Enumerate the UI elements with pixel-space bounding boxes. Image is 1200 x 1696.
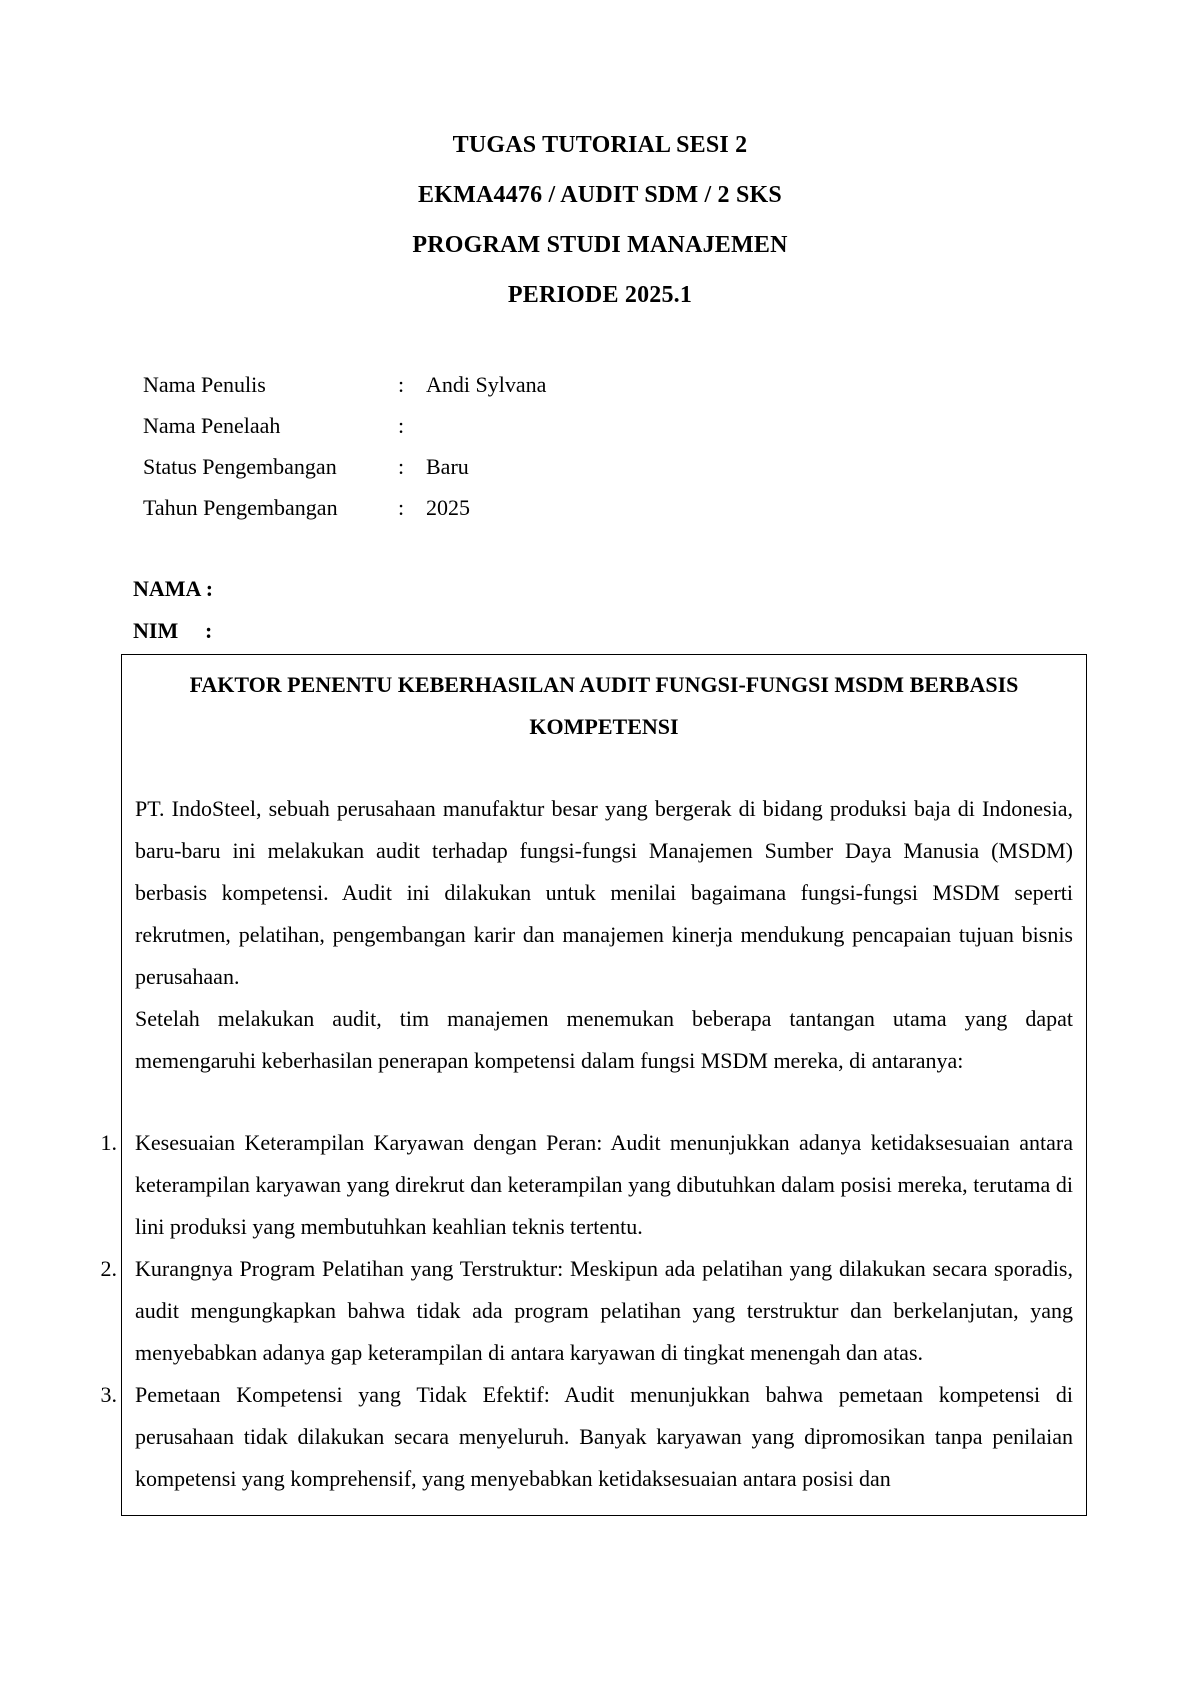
paragraph-spacer — [135, 1082, 1073, 1122]
list-item-text: Pemetaan Kompetensi yang Tidak Efektif: Audit menunjukkan bahwa pemetaan kompetensi di perusahaan tidak dilakukan secara menyeluruh. Banyak karyawan yang dipromosikan tanpa penilaian kompetensi yang komprehensif, yang menyebabkan ketidaksesuaian antara posisi dan — [135, 1382, 1073, 1491]
student-nim-label: NIM — [133, 618, 179, 643]
meta-label: Status Pengembangan — [143, 454, 337, 479]
meta-label: Tahun Pengembangan — [143, 495, 338, 520]
header-program: PROGRAM STUDI MANAJEMEN — [412, 232, 788, 258]
header-title: TUGAS TUTORIAL SESI 2 — [452, 132, 748, 158]
student-name-label: NAMA : — [133, 576, 214, 601]
list-item — [100, 1374, 1073, 1500]
case-paragraph-intro: PT. IndoSteel, sebuah perusahaan manufaktur besar yang bergerak di bidang produksi baja di Indonesia, baru-baru ini melakukan audit terhadap fungsi-fungsi Manajemen Sumber Daya Manusia (MSDM) berbasis kompetensi. Audit ini dilakukan untuk menilai bagaimana fungsi-fungsi MSDM seperti rekrutmen, pelatihan, pengembangan karir dan manajemen kinerja mendukung pencapaian tujuan bisnis perusahaan. — [135, 796, 1073, 989]
meta-colon: : — [398, 413, 405, 438]
challenge-list — [100, 1122, 1073, 1500]
case-study-box — [100, 654, 1087, 1516]
meta-colon: : — [398, 372, 405, 397]
list-item-text: Kurangnya Program Pelatihan yang Terstruktur: Meskipun ada pelatihan yang dilakukan secara sporadis, audit mengungkapkan bahwa tidak ada program pelatihan yang terstruktur dan berkelanjutan, yang menyebabkan adanya gap keterampilan di antara karyawan di tingkat menengah dan atas. — [135, 1256, 1073, 1365]
meta-row-penulis — [143, 370, 546, 411]
student-name-row — [133, 574, 213, 616]
meta-colon: : — [398, 454, 405, 479]
list-item-number: 1. — [100, 1130, 117, 1155]
document-metadata — [143, 370, 546, 534]
meta-label: Nama Penelaah — [143, 413, 281, 438]
meta-row-tahun — [143, 493, 546, 534]
list-item-text: Kesesuaian Keterampilan Karyawan dengan Peran: Audit menunjukkan adanya ketidaksesuaian antara keterampilan karyawan yang direkrut dan keterampilan yang dibutuhkan dalam posisi mereka, terutama di lini produksi yang membutuhkan keahlian teknis tertentu. — [135, 1130, 1073, 1239]
case-study-body — [100, 748, 1086, 1500]
student-nim-row — [133, 616, 213, 658]
meta-row-status — [143, 452, 546, 493]
list-item — [100, 1122, 1073, 1248]
list-item — [100, 1248, 1073, 1374]
header-course: EKMA4476 / AUDIT SDM / 2 SKS — [418, 182, 782, 208]
meta-value: Baru — [426, 454, 469, 479]
header-period: PERIODE 2025.1 — [507, 282, 693, 308]
meta-colon: : — [398, 495, 405, 520]
meta-label: Nama Penulis — [143, 372, 266, 397]
meta-row-penelaah — [143, 411, 546, 452]
student-identity — [133, 574, 213, 658]
paragraph-spacer — [135, 748, 1073, 788]
meta-value: 2025 — [426, 495, 470, 520]
list-item-number: 2. — [100, 1256, 117, 1281]
document-header — [0, 133, 1200, 333]
case-paragraph-findings: Setelah melakukan audit, tim manajemen menemukan beberapa tantangan utama yang dapat memengaruhi keberhasilan penerapan kompetensi dalam fungsi MSDM mereka, di antaranya: — [135, 1006, 1073, 1073]
student-nim-colon: : — [205, 618, 213, 643]
meta-value: Andi Sylvana — [426, 372, 547, 397]
list-item-number: 3. — [100, 1382, 117, 1407]
case-study-title: FAKTOR PENENTU KEBERHASILAN AUDIT FUNGSI-FUNGSI MSDM BERBASIS KOMPETENSI — [189, 672, 1019, 739]
